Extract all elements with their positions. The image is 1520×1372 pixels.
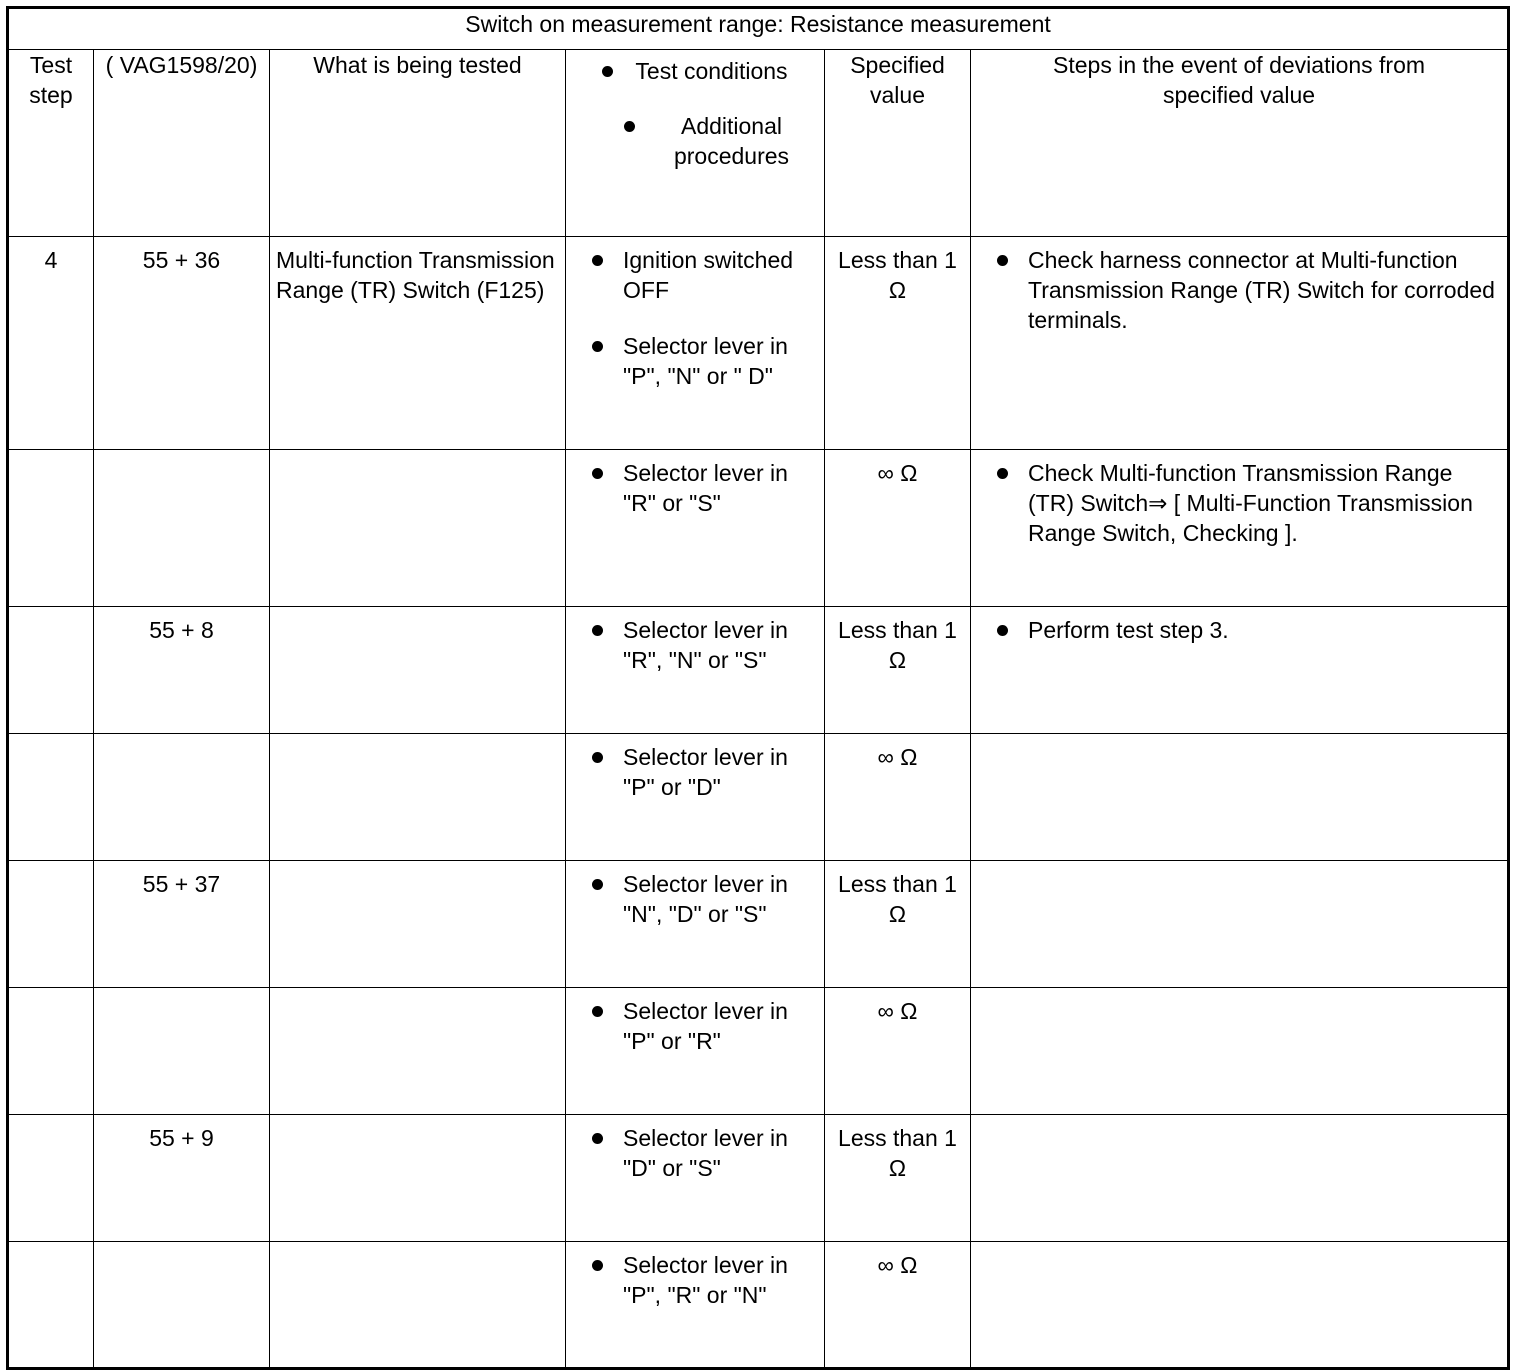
table-title: Switch on measurement range: Resistance measurement	[8, 8, 1509, 50]
cell-conditions-list	[566, 861, 824, 929]
cell-conditions-list	[566, 450, 824, 518]
list-item-text: Check harness connector at Multi-function Transmission Range (TR) Switch for corroded terminals.	[1028, 247, 1495, 333]
header-procedures-text: Additional procedures	[673, 113, 790, 169]
cell-what-text	[270, 861, 565, 869]
list-item-text: Selector lever in "P", "R" or "N"	[623, 1252, 788, 1308]
bullet-icon	[624, 121, 635, 132]
cell-steps-list	[971, 988, 1507, 996]
cell-vag-text: 55 + 9	[149, 1125, 214, 1151]
cell-vag-text: 55 + 36	[142, 247, 221, 273]
cell-conditions	[566, 861, 825, 988]
cell-steps	[971, 450, 1509, 607]
cell-specified	[825, 1242, 971, 1369]
cell-test-step	[8, 1242, 94, 1369]
cell-specified-text: Less than 1 Ω	[838, 871, 957, 927]
cell-vag	[94, 734, 270, 861]
list-item	[572, 996, 818, 1056]
cell-what-text	[270, 988, 565, 996]
table-row	[8, 734, 1509, 861]
bullet-icon	[602, 66, 613, 77]
cell-vag-text	[94, 450, 269, 458]
table-row	[8, 450, 1509, 607]
cell-conditions	[566, 734, 825, 861]
cell-specified	[825, 861, 971, 988]
list-item	[977, 245, 1501, 335]
cell-specified	[825, 237, 971, 450]
cell-test-step	[8, 1115, 94, 1242]
cell-what-text: Multi-function Transmission Range (TR) Switch (F125)	[276, 247, 555, 303]
bullet-icon	[592, 625, 603, 636]
cell-steps	[971, 1242, 1509, 1369]
list-item	[572, 742, 818, 802]
cell-vag-text	[94, 734, 269, 742]
bullet-icon	[592, 1260, 603, 1271]
cell-what-text	[270, 450, 565, 458]
bullet-icon	[592, 341, 603, 352]
cell-specified-text: Less than 1 Ω	[838, 1125, 957, 1181]
cell-test-step	[8, 861, 94, 988]
cell-what	[270, 237, 566, 450]
cell-what	[270, 450, 566, 607]
cell-specified	[825, 988, 971, 1115]
table-row	[8, 988, 1509, 1115]
cell-test-step-text	[9, 607, 93, 615]
cell-steps	[971, 988, 1509, 1115]
cell-conditions	[566, 1115, 825, 1242]
cell-what	[270, 861, 566, 988]
table-row	[8, 1242, 1509, 1369]
cell-conditions-list	[566, 734, 824, 802]
header-what: What is being tested	[270, 50, 566, 237]
cell-vag-text	[94, 1242, 269, 1250]
list-item	[572, 1123, 818, 1183]
header-test-step: Test step	[8, 50, 94, 237]
list-item-text: Selector lever in "P", "N" or " D"	[623, 333, 788, 389]
cell-what	[270, 988, 566, 1115]
cell-conditions-list	[566, 607, 824, 675]
cell-conditions	[566, 1242, 825, 1369]
cell-test-step-text	[9, 1115, 93, 1123]
list-item-text: Perform test step 3.	[1028, 617, 1229, 643]
list-item	[572, 331, 818, 391]
cell-conditions	[566, 237, 825, 450]
cell-vag	[94, 450, 270, 607]
cell-conditions-list	[566, 1115, 824, 1183]
cell-specified-text: ∞ Ω	[877, 460, 918, 486]
cell-conditions	[566, 988, 825, 1115]
bullet-icon	[592, 879, 603, 890]
bullet-icon	[997, 255, 1008, 266]
bullet-icon	[592, 468, 603, 479]
cell-what	[270, 734, 566, 861]
cell-test-step-text: 4	[44, 247, 58, 273]
cell-specified-text: Less than 1 Ω	[838, 247, 957, 303]
cell-steps-list	[971, 861, 1507, 869]
list-item-text: Selector lever in "P" or "D"	[623, 744, 788, 800]
cell-specified	[825, 734, 971, 861]
cell-test-step-text	[9, 988, 93, 996]
cell-what-text	[270, 1115, 565, 1123]
list-item	[977, 458, 1501, 548]
cell-vag	[94, 237, 270, 450]
cell-specified	[825, 1115, 971, 1242]
list-item-text: Check Multi-function Transmission Range (TR) Switch⇒ [ Multi-Function Transmission Range Switch, Checking ].	[1028, 460, 1473, 546]
cell-steps	[971, 237, 1509, 450]
cell-specified-text: ∞ Ω	[877, 744, 918, 770]
cell-conditions	[566, 607, 825, 734]
cell-test-step-text	[9, 1242, 93, 1250]
list-item	[977, 615, 1501, 645]
cell-what	[270, 1115, 566, 1242]
list-item-text: Selector lever in "R", "N" or "S"	[623, 617, 788, 673]
bullet-icon	[592, 1133, 603, 1144]
table-title-row	[8, 8, 1509, 50]
list-item-text: Selector lever in "D" or "S"	[623, 1125, 788, 1181]
resistance-measurement-table	[6, 6, 1510, 1370]
cell-test-step	[8, 450, 94, 607]
list-item-text: Ignition switched OFF	[623, 247, 794, 303]
cell-vag-text	[94, 988, 269, 996]
cell-steps-list	[971, 1115, 1507, 1123]
bullet-icon	[997, 625, 1008, 636]
cell-vag-text: 55 + 37	[142, 871, 221, 897]
cell-steps-list	[971, 734, 1507, 742]
cell-what	[270, 607, 566, 734]
cell-specified-text: Less than 1 Ω	[838, 617, 957, 673]
cell-steps	[971, 1115, 1509, 1242]
cell-vag	[94, 861, 270, 988]
list-item	[572, 245, 818, 305]
list-item	[572, 869, 818, 929]
cell-specified-text: ∞ Ω	[877, 998, 918, 1024]
cell-specified-text: ∞ Ω	[877, 1252, 918, 1278]
cell-steps	[971, 734, 1509, 861]
header-conditions	[566, 50, 825, 237]
cell-test-step-text	[9, 734, 93, 742]
cell-what	[270, 1242, 566, 1369]
table-row	[8, 861, 1509, 988]
cell-conditions-list	[566, 988, 824, 1056]
list-item	[572, 458, 818, 518]
cell-steps	[971, 607, 1509, 734]
cell-vag	[94, 607, 270, 734]
bullet-icon	[592, 752, 603, 763]
table-row	[8, 607, 1509, 734]
cell-conditions-list	[566, 1242, 824, 1310]
table-body	[8, 237, 1509, 1369]
bullet-icon	[592, 255, 603, 266]
cell-what-text	[270, 1242, 565, 1250]
cell-vag	[94, 1115, 270, 1242]
header-conditions-line-1	[566, 56, 824, 86]
list-item	[572, 615, 818, 675]
cell-test-step-text	[9, 861, 93, 869]
header-vag: ( VAG1598/20)	[94, 50, 270, 237]
cell-steps-list	[971, 450, 1507, 548]
cell-conditions-list	[566, 237, 824, 391]
cell-steps-list	[971, 607, 1507, 645]
cell-specified	[825, 607, 971, 734]
cell-test-step-text	[9, 450, 93, 458]
cell-test-step	[8, 237, 94, 450]
header-steps: Steps in the event of deviations from specified value	[971, 50, 1509, 237]
list-item-text: Selector lever in "N", "D" or "S"	[623, 871, 788, 927]
list-item-text: Selector lever in "P" or "R"	[623, 998, 788, 1054]
bullet-icon	[997, 468, 1008, 479]
header-conditions-text: Test conditions	[635, 58, 788, 84]
cell-what-text	[270, 734, 565, 742]
cell-specified	[825, 450, 971, 607]
bullet-icon	[592, 1006, 603, 1017]
cell-test-step	[8, 988, 94, 1115]
cell-vag-text: 55 + 8	[149, 617, 214, 643]
list-item	[572, 1250, 818, 1310]
cell-test-step	[8, 607, 94, 734]
cell-test-step	[8, 734, 94, 861]
cell-steps-list	[971, 1242, 1507, 1250]
table-row	[8, 237, 1509, 450]
cell-vag	[94, 1242, 270, 1369]
list-item-text: Selector lever in "R" or "S"	[623, 460, 788, 516]
cell-vag	[94, 988, 270, 1115]
table-header-row	[8, 50, 1509, 237]
cell-conditions	[566, 450, 825, 607]
cell-steps-list	[971, 237, 1507, 335]
cell-what-text	[270, 607, 565, 615]
header-specified: Specified value	[825, 50, 971, 237]
cell-steps	[971, 861, 1509, 988]
header-conditions-line-2	[566, 111, 824, 171]
table-row	[8, 1115, 1509, 1242]
